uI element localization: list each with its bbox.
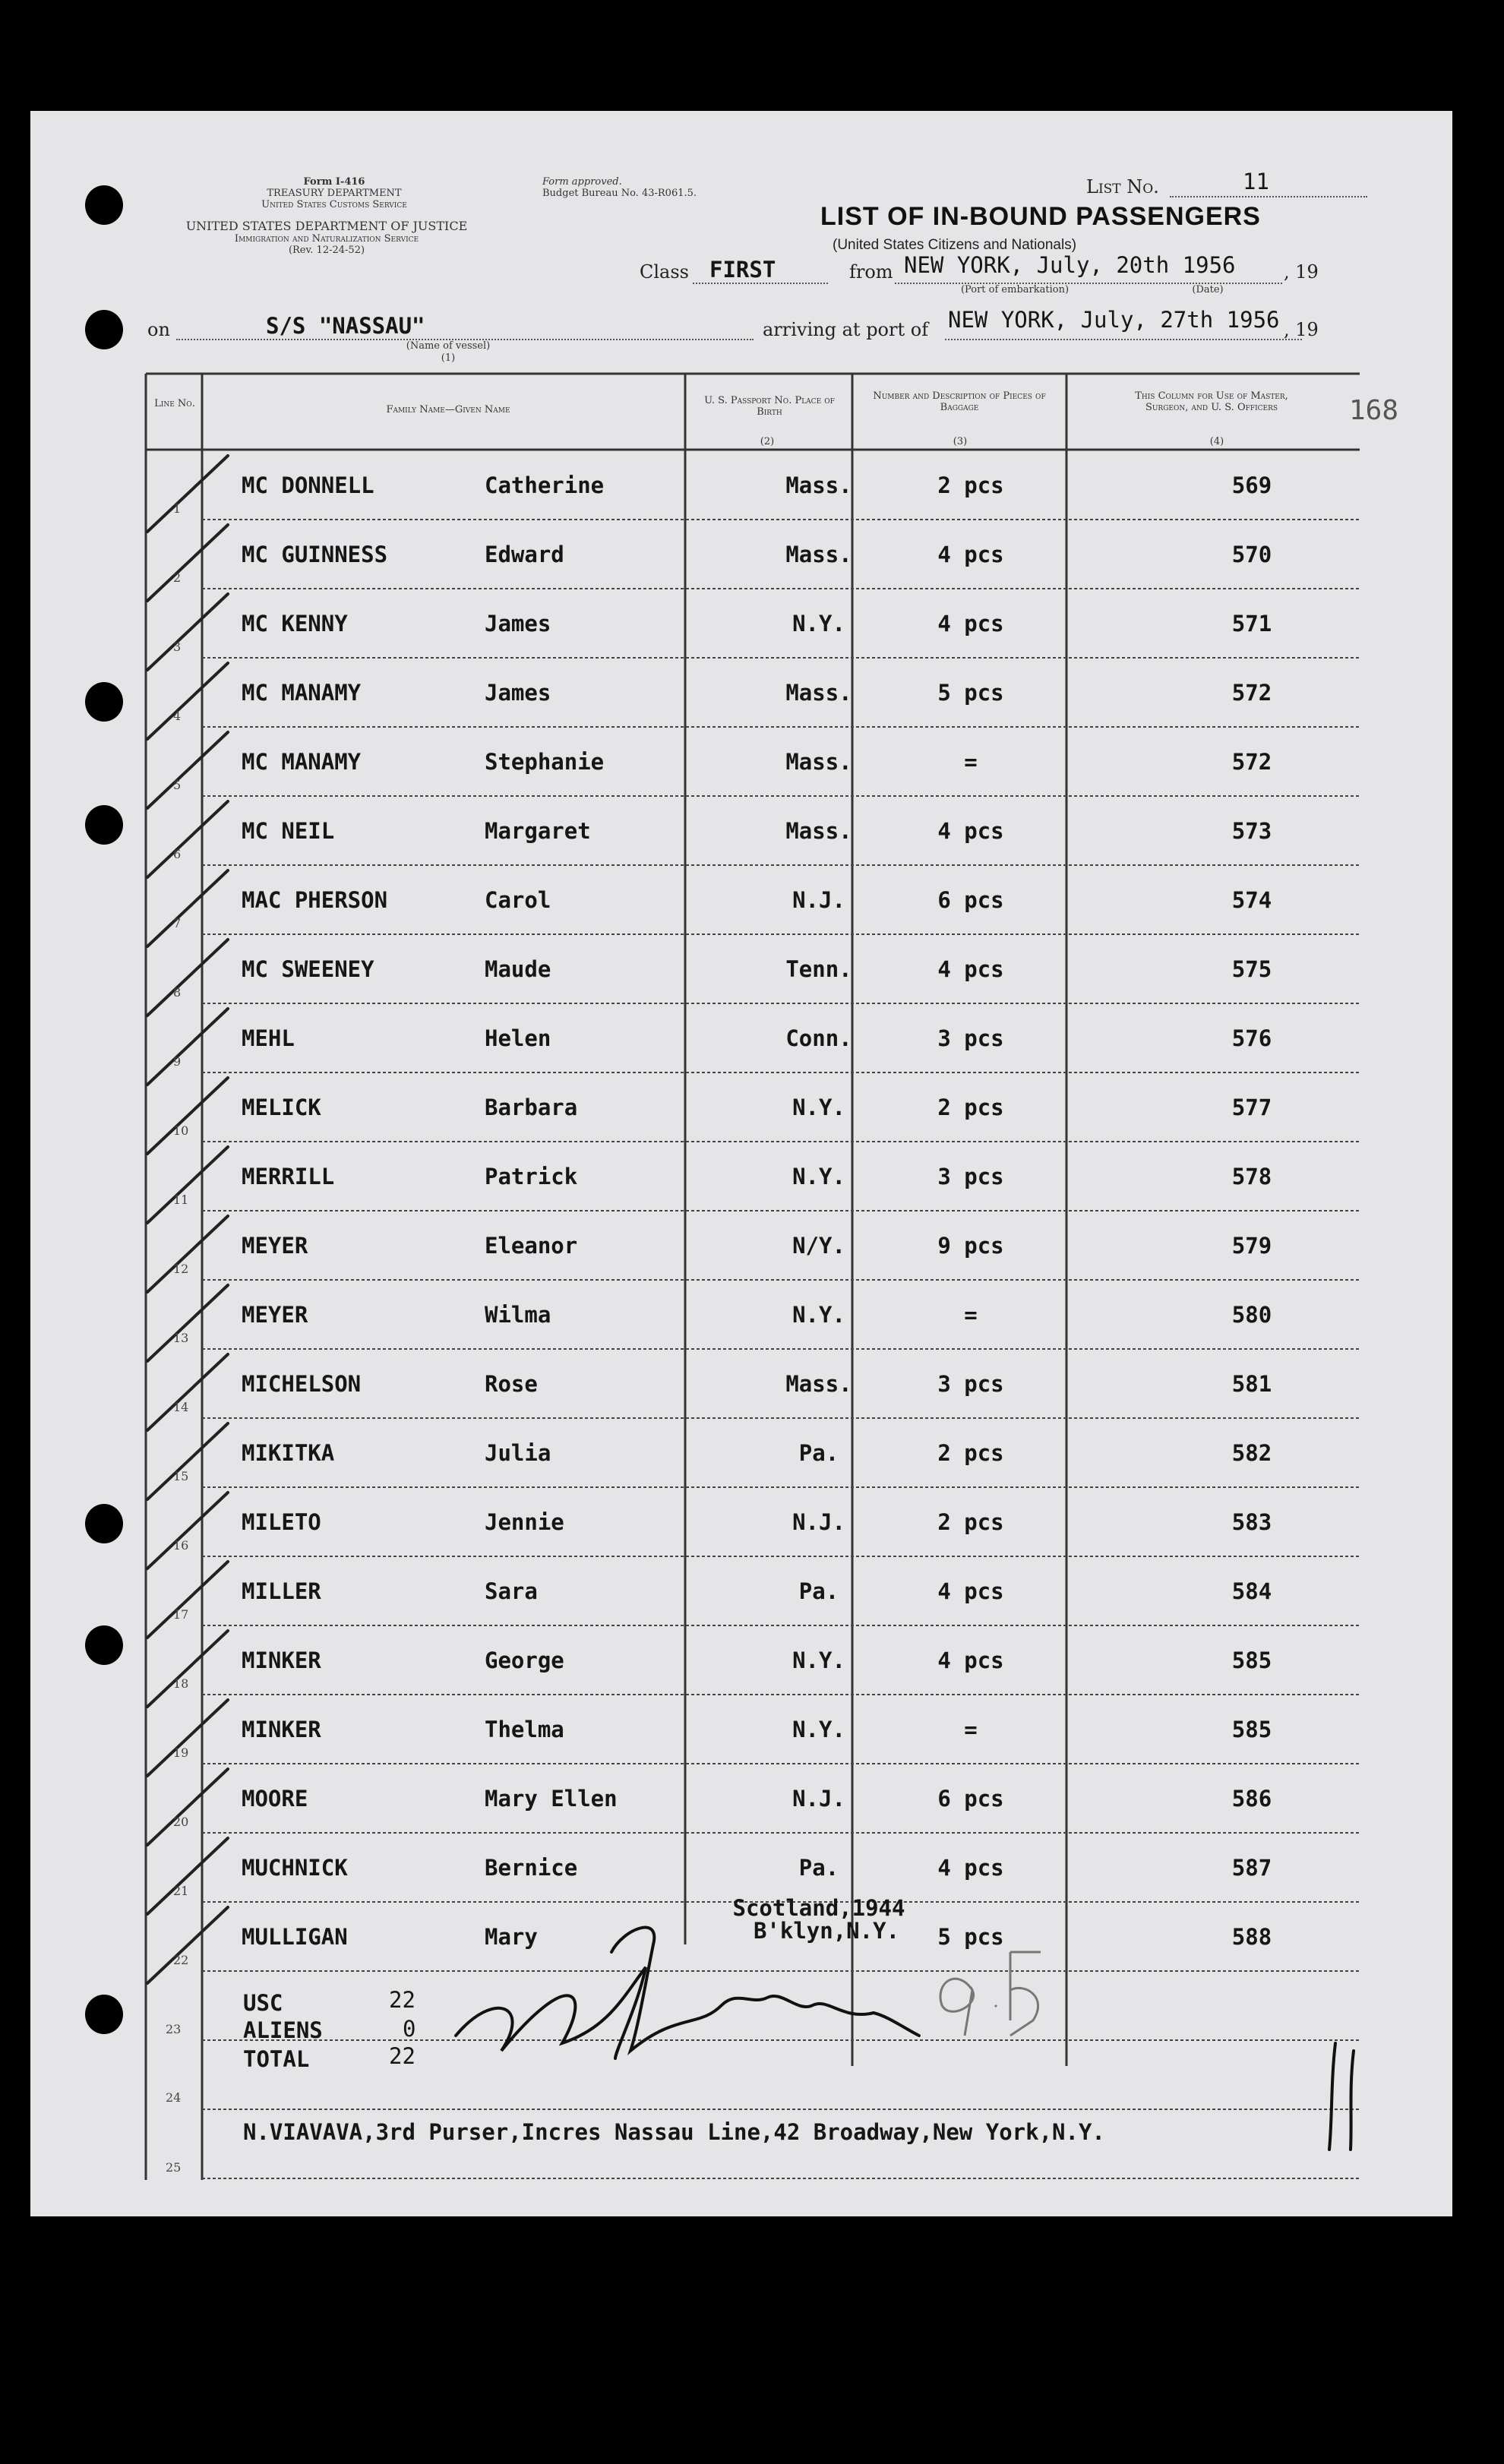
table-row (150, 1213, 1358, 1281)
place-of-birth: N.Y. (792, 1302, 845, 1328)
given-name: James (485, 611, 551, 637)
line-number: 10 (173, 1123, 189, 1138)
form-number: Form I-416 (303, 176, 365, 188)
line-number: 25 (166, 2160, 182, 2175)
line-number: 5 (173, 778, 182, 792)
line-number: 18 (173, 1676, 189, 1691)
baggage: = (964, 1302, 978, 1328)
family-name: MULLIGAN (242, 1924, 348, 1950)
arriving-value: NEW YORK, July, 27th 1956 (948, 307, 1280, 333)
on-label: on (147, 319, 170, 340)
table-row (150, 1075, 1358, 1143)
baggage: 4 pcs (937, 1855, 1004, 1881)
place-of-birth: N.Y. (792, 1095, 845, 1120)
col-header-officers: This Column for Use of Master, Surgeon, and U. S. Officers (1135, 390, 1288, 413)
baggage: 6 pcs (937, 1786, 1004, 1812)
place-of-birth: Pa. (798, 1578, 839, 1604)
list-no-value: 11 (1243, 169, 1269, 194)
place-note: Scotland,1944 (732, 1895, 905, 1921)
usc-label: USC (243, 1990, 283, 2016)
officer-number: 585 (1231, 1647, 1272, 1673)
table-row (150, 1697, 1358, 1765)
line-number: 9 (173, 1054, 182, 1069)
port-caption: (Port of embarkation) (960, 284, 1070, 295)
date-caption: (Date) (1192, 284, 1224, 295)
family-name: MOORE (242, 1786, 308, 1812)
place-of-birth: N/Y. (792, 1233, 845, 1259)
officer-number: 583 (1231, 1509, 1272, 1535)
page-title: LIST OF IN-BOUND PASSENGERS (820, 202, 1261, 231)
family-name: MAC PHERSON (242, 887, 388, 913)
rev-label: (Rev. 12-24-52) (288, 245, 365, 256)
family-name: MC MANAMY (242, 680, 362, 706)
line-number: 22 (173, 1953, 189, 1967)
officer-number: 587 (1231, 1855, 1272, 1881)
given-name: Margaret (485, 818, 591, 844)
place-of-birth: Mass. (785, 680, 852, 706)
page-number: 168 (1349, 395, 1399, 426)
place-of-birth: Mass. (785, 472, 852, 498)
col-header-place: U. S. Passport No. Place of Birth (704, 395, 835, 418)
officer-number: 569 (1231, 472, 1272, 498)
line-number: 3 (173, 640, 182, 654)
line-number: 17 (173, 1607, 189, 1622)
vessel-caption: (Name of vessel) (406, 340, 491, 352)
total-label: TOTAL (243, 2046, 310, 2072)
baggage: 4 pcs (937, 611, 1004, 637)
given-name: Mary Ellen (485, 1786, 618, 1812)
line-number: 24 (166, 2090, 182, 2105)
officer-number: 576 (1231, 1025, 1272, 1051)
col-header-name: Family Name—Given Name (386, 404, 510, 415)
officer-number: 572 (1231, 749, 1272, 775)
line-number: 16 (173, 1538, 189, 1553)
line-number: 11 (173, 1193, 189, 1207)
given-name: Barbara (485, 1095, 578, 1120)
baggage: 2 pcs (937, 1440, 1004, 1466)
table-row (150, 1144, 1358, 1212)
family-name: MILLER (242, 1578, 321, 1604)
col-header-officers-num: (4) (1209, 436, 1224, 447)
place-of-birth: B'klyn,N.Y. (753, 1918, 900, 1944)
baggage: 9 pcs (937, 1233, 1004, 1259)
given-name: James (485, 680, 551, 706)
place-of-birth: N.Y. (792, 1164, 845, 1189)
budget-bureau: Budget Bureau No. 43-R061.5. (542, 188, 697, 199)
officer-number: 574 (1231, 887, 1272, 913)
purser-footer: N.VIAVAVA,3rd Purser,Incres Nassau Line,42 Broadway,New York,N.Y. (243, 2119, 1105, 2145)
given-name: Eleanor (485, 1233, 578, 1259)
table-row (150, 1489, 1358, 1558)
family-name: MICHELSON (242, 1371, 362, 1397)
col-header-line: Line No. (154, 398, 195, 409)
year-prefix: , 19 (1284, 261, 1319, 283)
table-row (150, 522, 1358, 590)
given-name: Maude (485, 956, 551, 982)
class-label: Class (640, 261, 689, 283)
family-name: MIKITKA (242, 1440, 335, 1466)
place-of-birth: Pa. (798, 1855, 839, 1881)
line-number: 23 (166, 2022, 182, 2036)
family-name: MINKER (242, 1717, 321, 1742)
family-name: MELICK (242, 1095, 321, 1120)
given-name: George (485, 1647, 564, 1673)
col-header-baggage-num: (3) (953, 436, 968, 447)
baggage: 3 pcs (937, 1371, 1004, 1397)
place-of-birth: Pa. (798, 1440, 839, 1466)
line-number: 1 (173, 501, 182, 516)
col-header-baggage: Number and Description of Pieces of Baggage (873, 390, 1046, 413)
table-row (150, 453, 1358, 521)
officer-number: 582 (1231, 1440, 1272, 1466)
officer-number: 586 (1231, 1786, 1272, 1812)
place-of-birth: Mass. (785, 749, 852, 775)
table-row (150, 660, 1358, 728)
table-row (150, 591, 1358, 659)
place-of-birth: N.J. (792, 887, 845, 913)
baggage: 2 pcs (937, 1095, 1004, 1120)
family-name: MC GUINNESS (242, 542, 388, 567)
line-number: 12 (173, 1262, 189, 1276)
table-row (150, 798, 1358, 867)
officer-number: 581 (1231, 1371, 1272, 1397)
place-of-birth: Conn. (785, 1025, 852, 1051)
line-number: 8 (173, 985, 182, 1000)
family-name: MEYER (242, 1233, 308, 1259)
officer-number: 579 (1231, 1233, 1272, 1259)
arriving-label: arriving at port of (763, 319, 929, 340)
family-name: MERRILL (242, 1164, 335, 1189)
officer-number: 580 (1231, 1302, 1272, 1328)
given-name: Stephanie (485, 749, 605, 775)
usc-value: 22 (389, 1987, 415, 2013)
family-name: MUCHNICK (242, 1855, 348, 1881)
officer-number: 575 (1231, 956, 1272, 982)
given-name: Sara (485, 1578, 538, 1604)
aliens-label: ALIENS (243, 2017, 323, 2043)
treasury-label: TREASURY DEPARTMENT (267, 188, 402, 199)
baggage: 2 pcs (937, 1509, 1004, 1535)
table-row (150, 1282, 1358, 1350)
table-row (150, 1006, 1358, 1074)
officer-number: 578 (1231, 1164, 1272, 1189)
vessel-name: S/S "NASSAU" (266, 313, 425, 339)
given-name: Catherine (485, 472, 605, 498)
place-of-birth: Mass. (785, 1371, 852, 1397)
line-number: 4 (173, 709, 182, 723)
line-number: 15 (173, 1469, 189, 1483)
vessel-col-num: (1) (441, 352, 456, 364)
table-row (150, 1835, 1358, 1903)
baggage: 5 pcs (937, 680, 1004, 706)
line-number: 14 (173, 1400, 189, 1414)
baggage: 4 pcs (937, 1647, 1004, 1673)
given-name: Edward (485, 542, 564, 567)
given-name: Jennie (485, 1509, 564, 1535)
officer-number: 571 (1231, 611, 1272, 637)
baggage: 3 pcs (937, 1025, 1004, 1051)
col-header-place-num: (2) (760, 436, 775, 447)
officer-number: 584 (1231, 1578, 1272, 1604)
given-name: Thelma (485, 1717, 564, 1742)
form-approved: Form approved. (542, 176, 622, 188)
signature (448, 1922, 1132, 2074)
place-of-birth: N.Y. (792, 1717, 845, 1742)
line-number: 19 (173, 1745, 189, 1760)
given-name: Wilma (485, 1302, 551, 1328)
place-of-birth: N.J. (792, 1509, 845, 1535)
page-subtitle: (United States Citizens and Nationals) (833, 237, 1077, 253)
officer-number: 588 (1231, 1924, 1272, 1950)
place-of-birth: N.Y. (792, 611, 845, 637)
line-number: 7 (173, 916, 182, 930)
customs-label: United States Customs Service (261, 199, 407, 210)
aliens-value: 0 (403, 2016, 416, 2042)
given-name: Julia (485, 1440, 551, 1466)
ins-label: Immigration and Naturalization Service (234, 233, 419, 245)
from-value: NEW YORK, July, 20th 1956 (904, 252, 1236, 278)
place-of-birth: Mass. (785, 542, 852, 567)
baggage: = (964, 749, 978, 775)
officer-number: 573 (1231, 818, 1272, 844)
table-row (150, 1420, 1358, 1489)
table-row (150, 1351, 1358, 1420)
family-name: MINKER (242, 1647, 321, 1673)
family-name: MC SWEENEY (242, 956, 374, 982)
baggage: 4 pcs (937, 1578, 1004, 1604)
family-name: MC NEIL (242, 818, 335, 844)
total-value: 22 (389, 2043, 415, 2069)
table-row (150, 1766, 1358, 1834)
family-name: MILETO (242, 1509, 321, 1535)
officer-number: 577 (1231, 1095, 1272, 1120)
table-row (150, 1559, 1358, 1627)
family-name: MC KENNY (242, 611, 348, 637)
place-of-birth: Mass. (785, 818, 852, 844)
given-name: Mary (485, 1924, 538, 1950)
baggage: 4 pcs (937, 818, 1004, 844)
family-name: MEHL (242, 1025, 295, 1051)
given-name: Carol (485, 887, 551, 913)
place-of-birth: N.J. (792, 1786, 845, 1812)
given-name: Helen (485, 1025, 551, 1051)
baggage: 4 pcs (937, 542, 1004, 567)
baggage: = (964, 1717, 978, 1742)
line-number: 2 (173, 570, 182, 585)
baggage: 2 pcs (937, 472, 1004, 498)
place-of-birth: N.Y. (792, 1647, 845, 1673)
place-of-birth: Tenn. (785, 956, 852, 982)
baggage: 4 pcs (937, 956, 1004, 982)
line-number: 21 (173, 1884, 189, 1898)
baggage: 3 pcs (937, 1164, 1004, 1189)
baggage: 6 pcs (937, 887, 1004, 913)
family-name: MC DONNELL (242, 472, 374, 498)
table-row (150, 729, 1358, 798)
table-row (150, 937, 1358, 1005)
given-name: Rose (485, 1371, 538, 1397)
margin-mark (1322, 2036, 1367, 2157)
list-no-label: List No. (1086, 176, 1159, 197)
table-row (150, 1628, 1358, 1696)
baggage: 5 pcs (937, 1924, 1004, 1950)
officer-number: 572 (1231, 680, 1272, 706)
family-name: MC MANAMY (242, 749, 362, 775)
table-row (150, 867, 1358, 936)
line-number: 20 (173, 1815, 189, 1829)
line-number: 6 (173, 847, 182, 861)
officer-number: 570 (1231, 542, 1272, 567)
family-name: MEYER (242, 1302, 308, 1328)
given-name: Patrick (485, 1164, 578, 1189)
class-value: FIRST (709, 257, 776, 283)
year-prefix-2: , 19 (1284, 319, 1319, 340)
line-number: 13 (173, 1331, 189, 1345)
given-name: Bernice (485, 1855, 578, 1881)
officer-number: 585 (1231, 1717, 1272, 1742)
from-label: from (849, 261, 893, 283)
justice-label: UNITED STATES DEPARTMENT OF JUSTICE (185, 219, 468, 233)
